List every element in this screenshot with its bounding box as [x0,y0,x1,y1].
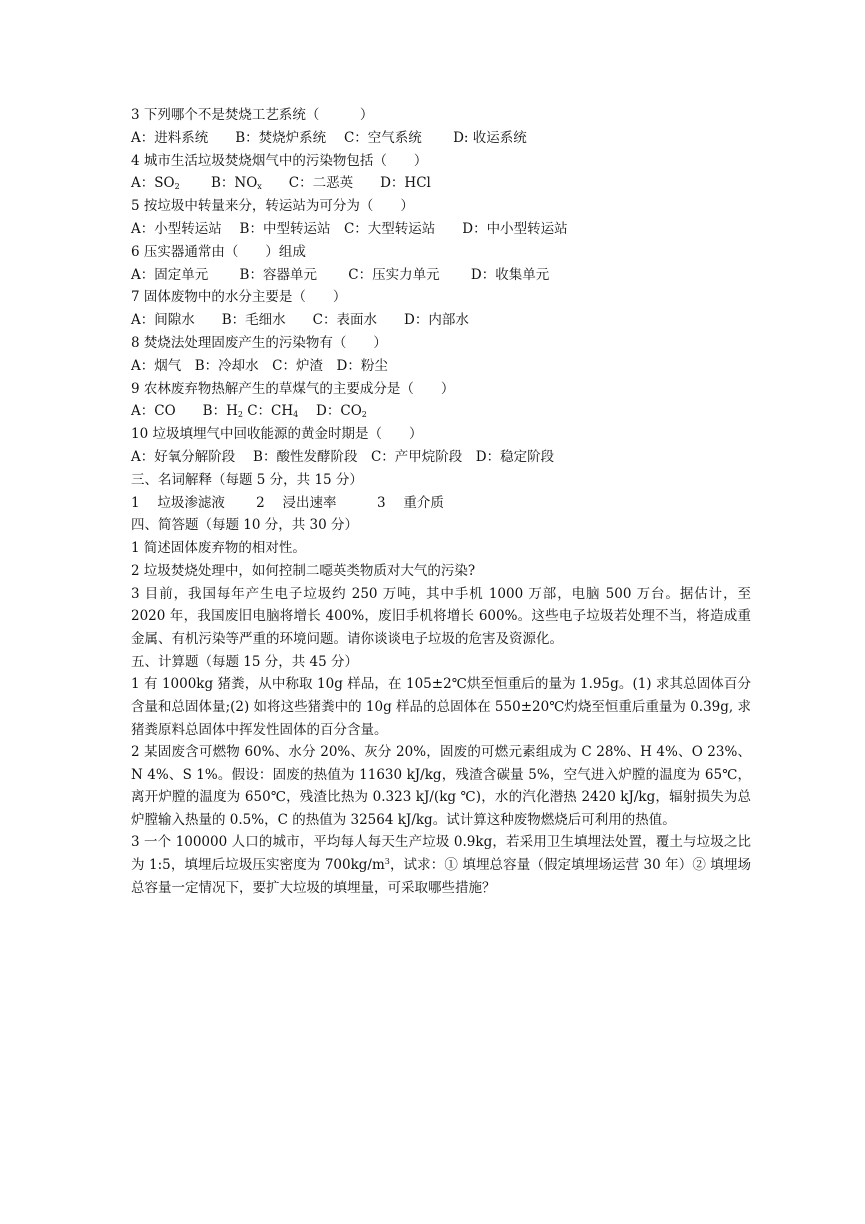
question-9-options [131,400,751,423]
question-3-stem: 3 下列哪个不是焚烧工艺系统（ ） [131,107,374,123]
question-6-options: A：固定单元 B：容器单元 C：压实力单元 D：收集单元 [131,266,550,283]
question-8-options: A：烟气 B：冷却水 C：炉渣 D：粉尘 [131,357,388,374]
question-5-options: A：小型转运站 B：中型转运站 C：大型转运站 D：中小型转运站 [131,220,568,237]
calculation-3-superscript: 3 [384,857,390,867]
question-3-options: A：进料系统 B：焚烧炉系统 C：空气系统 D: 收运系统 [131,129,527,146]
option-c-subscript: 4 [293,410,299,420]
question-4-stem: 4 城市生活垃圾焚烧烟气中的污染物包括（ ） [131,152,428,169]
option-b-subscript: 2 [237,410,243,420]
question-10-options: A：好氧分解阶段 B：酸性发酵阶段 C：产甲烷阶段 D：稳定阶段 [131,448,555,465]
calculation-3-text-a: 3 一个 100000 人口的城市，平均每人每天生产垃圾 0.9kg，若采用卫生填埋法处置，覆土与垃圾之比为 1:5，填埋后垃圾压实密度为 700kg/m [131,834,751,874]
option-a-subscript: 2 [174,182,180,192]
question-8-stem: 8 焚烧法处理固废产生的污染物有（ ） [131,334,387,351]
section-3-terms: 1 垃圾渗滤液 2 浸出速率 3 重介质 [131,494,444,511]
question-7-stem: 7 固体废物中的水分主要是（ ） [131,289,347,306]
calculation-3-text-b: ，试求：① 填埋总容量（假定填埋场运营 30 年）② 填埋场总容量一定情况下，要扩大垃圾的填埋量，可采取哪些措施？ [131,857,752,896]
section-4-title: 四、简答题（每题 10 分，共 30 分） [131,517,359,534]
short-answer-1: 1 简述固体废弃物的相对性。 [131,540,306,557]
calculation-2: 2 某固废含可燃物 60%、水分 20%、灰分 20%，固废的可燃元素组成为 C 28%、H 4%、O 23%、N 4%、S 1%。假设：固废的热值为 11630 kJ/kg，残渣含碳量 5%，空气进入炉膛的温度为 65℃，离开炉膛的温度为 650℃，残渣比热为 0.323 kJ/(kg ℃)，水的汽化潜热 2420 kJ/kg，辐射损失为总炉膛输入热量的 0.5%，C 的热值为 32564 kJ/kg。试计算这种废物燃烧后可利用的热值。 [131,744,751,828]
question-4-options [131,172,751,195]
exam-page [131,104,751,899]
question-6-stem: 6 压实器通常由（ ）组成 [131,243,306,260]
short-answer-3: 3 目前，我国每年产生电子垃圾约 250 万吨，其中手机 1000 万部，电脑 500 万台。据估计，至 2020 年，我国废旧电脑将增长 400%，废旧手机将增长 600%。这些电子垃圾若处理不当，将造成重金属、有机污染等严重的环境问题。请你谈谈电子垃圾的危害及资源化。 [131,585,751,647]
option-ab-text: A：CO B：H [131,403,238,420]
question-10-stem: 10 垃圾填埋气中回收能源的黄金时期是（ ） [131,426,423,443]
calculation-1: 1 有 1000kg 猪粪，从中称取 10g 样品，在 105±2℃烘至恒重后的量为 1.95g。(1) 求其总固体百分含量和总固体量;(2) 如将这些猪粪中的 10g 样品的总固体在 550±20℃灼烧至恒重后重量为 0.39g, 求猪粪原料总固体中挥发性固体的百分含量。 [131,676,751,738]
section-3-title: 三、名词解释（每题 5 分，共 15 分） [131,471,363,488]
option-d-text: D：CO [298,403,362,420]
option-b-subscript: x [257,182,262,192]
question-9-stem: 9 农林废弃物热解产生的草煤气的主要成分是（ ） [131,380,455,397]
option-b-text: B：NO [179,175,258,192]
option-cd-text: C：二恶英 D：HCl [261,175,431,192]
question-5-stem: 5 按垃圾中转量来分，转运站为可分为（ ） [131,198,414,215]
option-d-subscript: 2 [361,410,367,420]
option-a-text: A：SO [131,175,175,192]
short-answer-2: 2 垃圾焚烧处理中，如何控制二噁英类物质对大气的污染? [131,562,476,579]
section-5-title: 五、计算题（每题 15 分，共 45 分） [131,653,359,670]
calculation-3 [131,831,751,899]
question-7-options: A：间隙水 B：毛细水 C：表面水 D：内部水 [131,312,469,329]
option-c-text: C：CH [242,403,294,420]
